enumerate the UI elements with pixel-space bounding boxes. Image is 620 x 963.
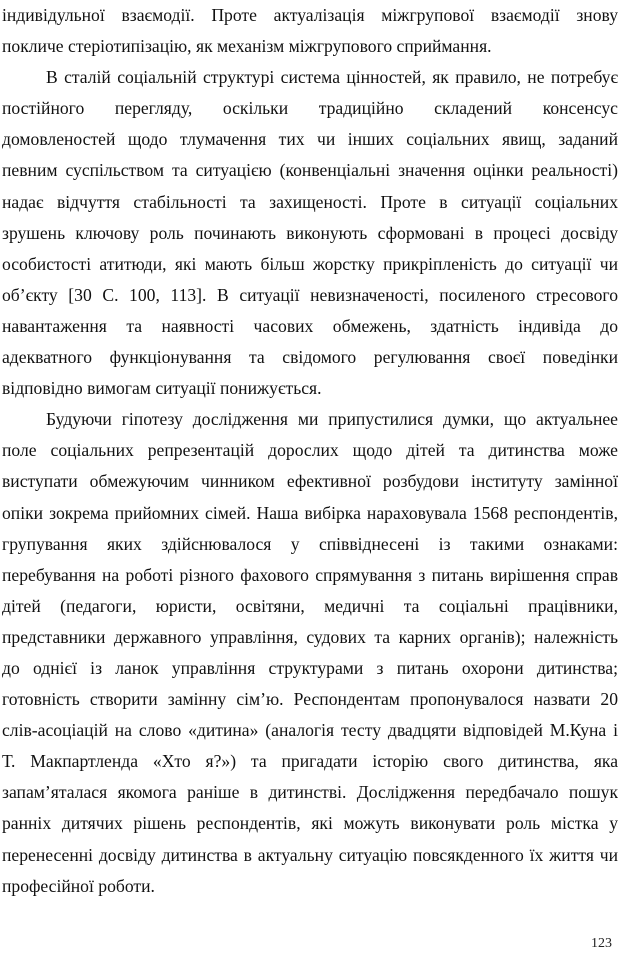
text-line: індивідульної взаємодії. Проте актуалізація міжгрупової взаємодії знову <box>2 5 618 25</box>
text-line: до однієї із ланок управління структурами з питань охорони дитинства; <box>2 657 618 678</box>
text-line: опіки зокрема прийомних сімей. Наша вибірка нараховувала 1568 респондентів, <box>2 502 618 523</box>
text-line: слів-асоціацій на слово «дитина» (аналогія тесту двадцяти відповідей М.Куна і <box>2 720 618 741</box>
text-line: В сталій соціальній структурі система цінностей, як правило, не потребує <box>46 67 618 88</box>
text-line: зрушень ключову роль починають виконують сформовані в процесі досвіду <box>2 222 618 243</box>
text-line: перенесенні досвіду дитинства в актуальну ситуацію повсякденного їх життя чи <box>2 844 618 865</box>
text-line: певним суспільством та ситуацією (конвенціальні значення оцінки реальності) <box>2 160 618 181</box>
paragraph <box>2 0 618 62</box>
text-line: перебування на роботі різного фахового спрямування з питань вирішення справ <box>2 564 618 585</box>
text-line: надає відчуття стабільності та захищеності. Проте в ситуації соціальних <box>2 191 618 212</box>
text-line: адекватного функціонування та свідомого регулювання своєї поведінки <box>2 347 618 368</box>
text-line: навантаження та наявності часових обмежень, здатність індивіда до <box>2 315 618 336</box>
text-line: поле соціальних репрезентацій дорослих щодо дітей та дитинства може <box>2 440 618 461</box>
text-line: професійної роботи. <box>2 875 155 896</box>
paragraph <box>2 404 618 902</box>
text-line: постійного перегляду, оскільки традиційно складений консенсус <box>2 98 618 119</box>
paragraph <box>2 62 618 404</box>
text-line: відповідно вимогам ситуації понижується. <box>2 378 322 399</box>
text-line: запам’яталася якомога раніше в дитинстві. Дослідження передбачало пошук <box>2 782 618 803</box>
text-line: представники державного управління, судових та карних органів); належність <box>2 626 618 647</box>
text-line: ранніх дитячих рішень респондентів, які можуть виконувати роль містка у <box>2 813 618 834</box>
text-line: групування яких здійснювалося у співвіднесені із такими ознаками: <box>2 533 618 554</box>
text-line: об’єкту [30 С. 100, 113]. В ситуації невизначеності, посиленого стресового <box>2 284 618 305</box>
text-line: виступати обмежуючим чинником ефективної розбудови інституту замінної <box>2 471 618 492</box>
text-line: готовність створити замінну сім’ю. Респондентам пропонувалося назвати 20 <box>2 689 618 710</box>
text-line: особистості атитюди, які мають більш жорстку прикріпленість до ситуації чи <box>2 253 618 274</box>
page-number: 123 <box>591 936 612 951</box>
text-line: Будуючи гіпотезу дослідження ми припустилися думки, що актуальнее <box>46 409 618 430</box>
text-line: покличе стеріотипізацію, як механізм міжгрупового сприймання. <box>2 36 492 57</box>
text-line: Т. Макпартленда «Хто я?») та пригадати історію свого дитинства, яка <box>2 751 618 772</box>
text-line: дітей (педагоги, юристи, освітяни, медичні та соціальні працівники, <box>2 595 618 616</box>
text-line: домовленостей щодо тлумачення тих чи інших соціальних явищ, заданий <box>2 129 618 150</box>
document-body <box>2 0 618 902</box>
